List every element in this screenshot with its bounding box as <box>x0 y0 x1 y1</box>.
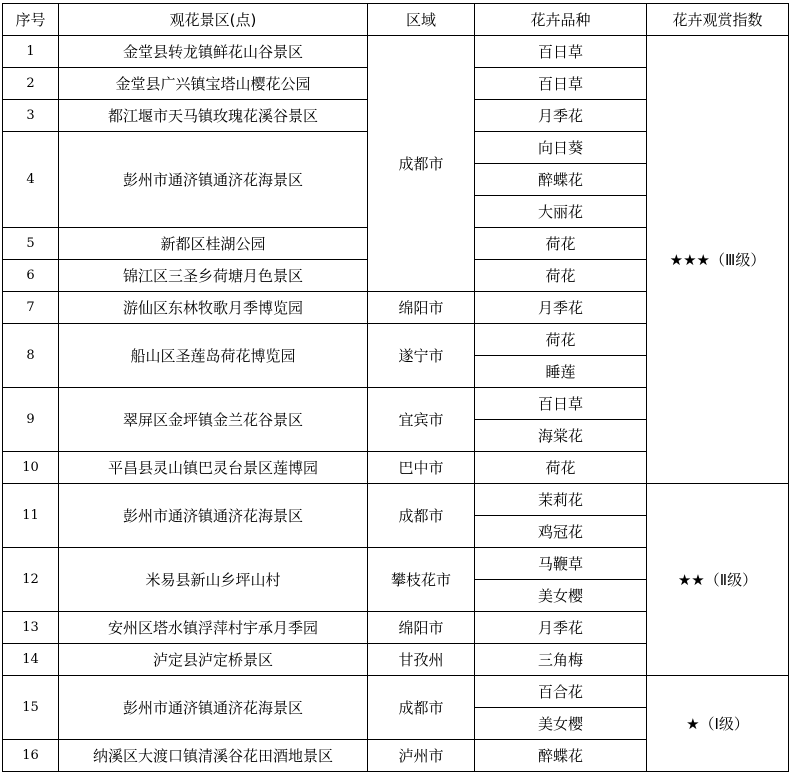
cell-flower: 三角梅 <box>475 644 647 676</box>
cell-no: 7 <box>3 292 59 324</box>
cell-site: 彭州市通济镇通济花海景区 <box>59 132 368 228</box>
cell-site: 平昌县灵山镇巴灵台景区莲博园 <box>59 452 368 484</box>
cell-flower: 美女樱 <box>475 708 647 740</box>
cell-no: 12 <box>3 548 59 612</box>
header-row <box>3 4 789 36</box>
cell-site: 金堂县转龙镇鲜花山谷景区 <box>59 36 368 68</box>
cell-no: 6 <box>3 260 59 292</box>
cell-no: 8 <box>3 324 59 388</box>
cell-region: 宜宾市 <box>368 388 475 452</box>
table-row <box>3 36 789 68</box>
table-row <box>3 484 789 516</box>
cell-region: 成都市 <box>368 36 475 292</box>
cell-no: 9 <box>3 388 59 452</box>
cell-flower: 荷花 <box>475 324 647 356</box>
cell-region: 攀枝花市 <box>368 548 475 612</box>
cell-site: 纳溪区大渡口镇清溪谷花田酒地景区 <box>59 740 368 772</box>
cell-region: 成都市 <box>368 484 475 548</box>
cell-flower: 月季花 <box>475 292 647 324</box>
cell-site: 游仙区东林牧歌月季博览园 <box>59 292 368 324</box>
cell-flower: 醉蝶花 <box>475 740 647 772</box>
cell-flower: 百日草 <box>475 68 647 100</box>
cell-flower: 茉莉花 <box>475 484 647 516</box>
cell-flower: 荷花 <box>475 452 647 484</box>
cell-no: 2 <box>3 68 59 100</box>
cell-flower: 百日草 <box>475 388 647 420</box>
cell-flower: 醉蝶花 <box>475 164 647 196</box>
cell-site: 彭州市通济镇通济花海景区 <box>59 676 368 740</box>
cell-flower: 百日草 <box>475 36 647 68</box>
header-flower: 花卉品种 <box>475 4 647 36</box>
cell-no: 15 <box>3 676 59 740</box>
cell-site: 锦江区三圣乡荷塘月色景区 <box>59 260 368 292</box>
cell-no: 3 <box>3 100 59 132</box>
cell-no: 5 <box>3 228 59 260</box>
cell-flower: 海棠花 <box>475 420 647 452</box>
cell-site: 新都区桂湖公园 <box>59 228 368 260</box>
header-index: 花卉观赏指数 <box>647 4 789 36</box>
cell-no: 13 <box>3 612 59 644</box>
cell-flower: 马鞭草 <box>475 548 647 580</box>
cell-flower: 荷花 <box>475 260 647 292</box>
cell-no: 10 <box>3 452 59 484</box>
cell-site: 米易县新山乡坪山村 <box>59 548 368 612</box>
cell-region: 甘孜州 <box>368 644 475 676</box>
cell-site: 都江堰市天马镇玫瑰花溪谷景区 <box>59 100 368 132</box>
cell-site: 金堂县广兴镇宝塔山樱花公园 <box>59 68 368 100</box>
cell-index-rating: ★★（Ⅱ级） <box>647 484 789 676</box>
cell-site: 安州区塔水镇浮萍村宇承月季园 <box>59 612 368 644</box>
cell-flower: 向日葵 <box>475 132 647 164</box>
cell-flower: 月季花 <box>475 612 647 644</box>
cell-flower: 月季花 <box>475 100 647 132</box>
cell-index-rating: ★★★（Ⅲ级） <box>647 36 789 484</box>
header-site: 观花景区(点) <box>59 4 368 36</box>
cell-site: 船山区圣莲岛荷花博览园 <box>59 324 368 388</box>
header-region: 区域 <box>368 4 475 36</box>
cell-flower: 美女樱 <box>475 580 647 612</box>
cell-index-rating: ★（Ⅰ级） <box>647 676 789 772</box>
cell-site: 翠屏区金坪镇金兰花谷景区 <box>59 388 368 452</box>
cell-no: 14 <box>3 644 59 676</box>
cell-region: 成都市 <box>368 676 475 740</box>
cell-flower: 睡莲 <box>475 356 647 388</box>
cell-no: 4 <box>3 132 59 228</box>
cell-region: 绵阳市 <box>368 292 475 324</box>
cell-region: 泸州市 <box>368 740 475 772</box>
header-no: 序号 <box>3 4 59 36</box>
cell-flower: 大丽花 <box>475 196 647 228</box>
cell-site: 彭州市通济镇通济花海景区 <box>59 484 368 548</box>
cell-flower: 百合花 <box>475 676 647 708</box>
cell-flower: 鸡冠花 <box>475 516 647 548</box>
cell-no: 1 <box>3 36 59 68</box>
cell-region: 遂宁市 <box>368 324 475 388</box>
table-row <box>3 676 789 708</box>
cell-no: 11 <box>3 484 59 548</box>
cell-region: 巴中市 <box>368 452 475 484</box>
flower-viewing-table <box>2 3 789 772</box>
cell-no: 16 <box>3 740 59 772</box>
cell-flower: 荷花 <box>475 228 647 260</box>
cell-site: 泸定县泸定桥景区 <box>59 644 368 676</box>
cell-region: 绵阳市 <box>368 612 475 644</box>
table-body <box>3 36 789 772</box>
